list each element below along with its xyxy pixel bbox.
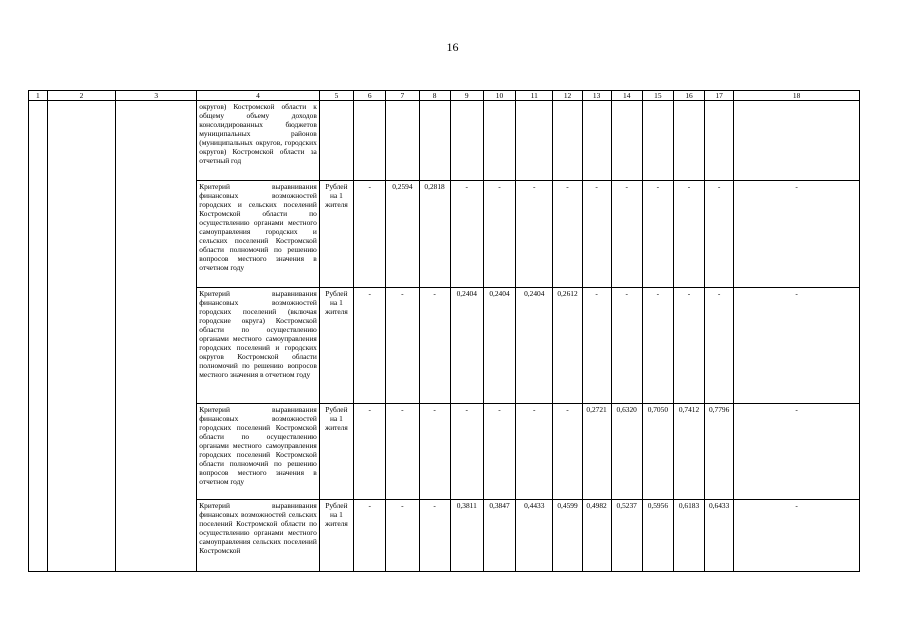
value-cell: - (483, 181, 515, 288)
value-cell: - (450, 404, 483, 500)
value-cell: - (386, 500, 419, 572)
value-cell: 0,4982 (582, 500, 611, 572)
value-cell: 0,2721 (582, 404, 611, 500)
value-cell: - (705, 288, 734, 404)
column-header: 16 (673, 91, 704, 101)
value-cell: - (611, 181, 642, 288)
col18-cell: - (734, 500, 860, 572)
value-cell: - (419, 500, 450, 572)
table-row (29, 101, 860, 181)
value-cell: - (483, 404, 515, 500)
unit-cell: Рублей на 1 жителя (319, 404, 353, 500)
column-header: 13 (582, 91, 611, 101)
value-cell: 0,2612 (553, 288, 582, 404)
col1-cell (29, 101, 48, 572)
column-header: 11 (516, 91, 553, 101)
value-cell: 0,4599 (553, 500, 582, 572)
value-cell: - (705, 181, 734, 288)
column-header: 8 (419, 91, 450, 101)
value-cell: - (582, 288, 611, 404)
value-cell (553, 101, 582, 181)
value-cell: - (642, 181, 673, 288)
col18-cell: - (734, 288, 860, 404)
data-table (28, 90, 860, 572)
value-cell: 0,2818 (419, 181, 450, 288)
value-cell: - (419, 288, 450, 404)
value-cell: 0,3811 (450, 500, 483, 572)
column-header: 6 (354, 91, 386, 101)
value-cell (450, 101, 483, 181)
column-header: 10 (483, 91, 515, 101)
column-header: 17 (705, 91, 734, 101)
value-cell: - (450, 181, 483, 288)
value-cell: 0,2404 (450, 288, 483, 404)
value-cell: - (582, 181, 611, 288)
value-cell (354, 101, 386, 181)
unit-cell: Рублей на 1 жителя (319, 181, 353, 288)
criterion-cell: округов) Костромской области к общему объему доходов консолидированных бюджетов муниципальных районов (муниципальных округов, городских округов) Костромской области за отчетный год (197, 101, 320, 181)
col2-cell (47, 101, 116, 572)
column-header: 12 (553, 91, 582, 101)
column-header: 14 (611, 91, 642, 101)
value-cell: 0,4433 (516, 500, 553, 572)
value-cell: 0,2404 (483, 288, 515, 404)
col3-cell (116, 101, 197, 572)
value-cell: - (553, 404, 582, 500)
value-cell (673, 101, 704, 181)
value-cell (582, 101, 611, 181)
col18-cell (734, 101, 860, 181)
value-cell: 0,6183 (673, 500, 704, 572)
unit-cell: Рублей на 1 жителя (319, 500, 353, 572)
value-cell: 0,2404 (516, 288, 553, 404)
value-cell: - (642, 288, 673, 404)
column-header: 9 (450, 91, 483, 101)
column-header: 3 (116, 91, 197, 101)
value-cell (642, 101, 673, 181)
value-cell: 0,6433 (705, 500, 734, 572)
value-cell: - (553, 181, 582, 288)
value-cell: 0,6320 (611, 404, 642, 500)
value-cell: - (673, 181, 704, 288)
value-cell: - (386, 404, 419, 500)
value-cell: 0,3847 (483, 500, 515, 572)
value-cell: 0,5956 (642, 500, 673, 572)
page-number: 16 (446, 40, 459, 54)
column-header: 7 (386, 91, 419, 101)
value-cell: - (354, 288, 386, 404)
criterion-cell: Критерий выравнивания финансовых возможностей городских поселений (включая городские округа) Костромской области по осуществлению органами местного самоуправления городских поселений и городских округов Костромской области полномочий по решению вопросов местного значения в отчетном году (197, 288, 320, 404)
value-cell (386, 101, 419, 181)
value-cell: - (673, 288, 704, 404)
column-header: 1 (29, 91, 48, 101)
value-cell: - (354, 181, 386, 288)
value-cell: - (516, 181, 553, 288)
column-header: 4 (197, 91, 320, 101)
unit-cell (319, 101, 353, 181)
unit-cell: Рублей на 1 жителя (319, 288, 353, 404)
value-cell: - (386, 288, 419, 404)
value-cell (705, 101, 734, 181)
value-cell: 0,5237 (611, 500, 642, 572)
value-cell (483, 101, 515, 181)
value-cell: 0,2594 (386, 181, 419, 288)
column-header: 2 (47, 91, 116, 101)
column-number-row (29, 91, 860, 101)
column-header: 15 (642, 91, 673, 101)
value-cell: - (611, 288, 642, 404)
value-cell (419, 101, 450, 181)
value-cell: - (354, 404, 386, 500)
criterion-cell: Критерий выравнивания финансовых возможностей городских и сельских поселений Костромской области по осуществлению органами местного самоуправления городских и сельских поселений Костромской области полномочий по решению вопросов местного значения в отчетном году (197, 181, 320, 288)
value-cell: 0,7796 (705, 404, 734, 500)
col18-cell: - (734, 181, 860, 288)
value-cell: 0,7050 (642, 404, 673, 500)
value-cell (516, 101, 553, 181)
column-header: 18 (734, 91, 860, 101)
value-cell: - (419, 404, 450, 500)
criterion-cell: Критерий выравнивания финансовых возможностей сельских поселений Костромской области по осуществлению органами местного самоуправления сельских поселений Костромской (197, 500, 320, 572)
value-cell (611, 101, 642, 181)
value-cell: - (354, 500, 386, 572)
col18-cell: - (734, 404, 860, 500)
criterion-cell: Критерий выравнивания финансовых возможностей городских поселений Костромской области по осуществлению органами местного самоуправления городских поселений Костромской области полномочий по решению вопросов местного значения в отчетном году (197, 404, 320, 500)
value-cell: 0,7412 (673, 404, 704, 500)
column-header: 5 (319, 91, 353, 101)
value-cell: - (516, 404, 553, 500)
